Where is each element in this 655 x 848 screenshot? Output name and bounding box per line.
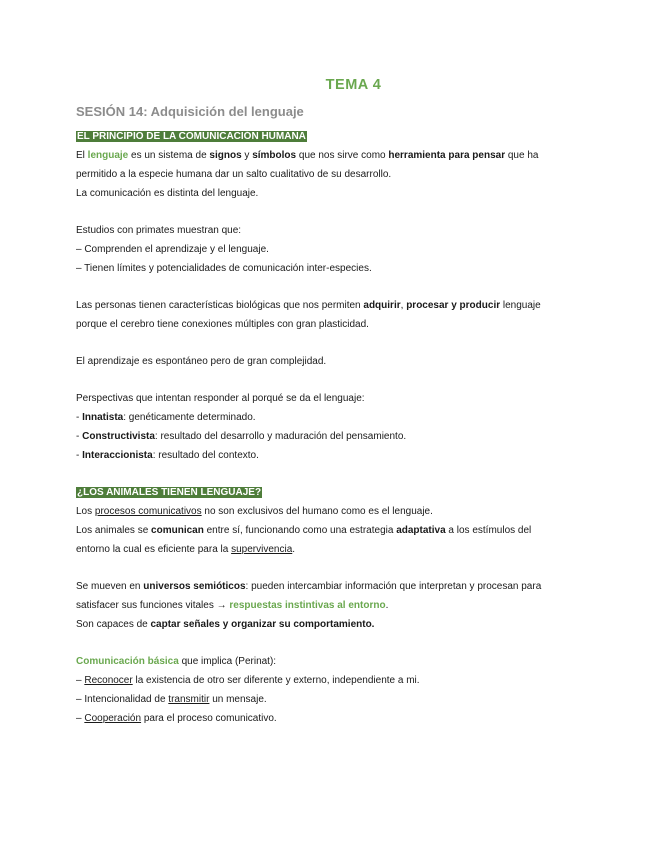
paragraph-line: El lenguaje es un sistema de signos y símbolos que nos sirve como herramienta para pensar que ha [76, 150, 539, 161]
paragraph-line: La comunicación es distinta del lenguaje. [76, 188, 259, 199]
list-item: - Interaccionista: resultado del contexto. [76, 450, 259, 461]
session-heading: SESIÓN 14: Adquisición del lenguaje [76, 104, 304, 119]
paragraph-line: entorno la cual es eficiente para la supervivencia. [76, 544, 296, 555]
list-item: – Cooperación para el proceso comunicativo. [76, 713, 277, 724]
paragraph-line: Las personas tienen características biológicas que nos permiten adquirir, procesar y producir lenguaje [76, 300, 541, 311]
list-item: - Innatista: genéticamente determinado. [76, 412, 256, 423]
list-item: – Tienen límites y potencialidades de comunicación inter-especies. [76, 263, 372, 274]
list-item: – Reconocer la existencia de otro ser diferente y externo, independiente a mi. [76, 675, 420, 686]
list-item: – Intencionalidad de transmitir un mensaje. [76, 694, 267, 705]
paragraph-line: Se mueven en universos semióticos: pueden intercambiar información que interpretan y procesan para [76, 581, 542, 592]
paragraph-line: satisfacer sus funciones vitales → respuestas instintivas al entorno. [76, 600, 389, 611]
page-title: TEMA 4 [325, 77, 382, 93]
list-item: - Constructivista: resultado del desarrollo y maduración del pensamiento. [76, 431, 407, 442]
paragraph-line: Los procesos comunicativos no son exclusivos del humano como es el lenguaje. [76, 506, 433, 517]
paragraph-line: Son capaces de captar señales y organizar su comportamiento. [76, 619, 375, 630]
paragraph-line: El aprendizaje es espontáneo pero de gran complejidad. [76, 356, 327, 367]
paragraph-line: Estudios con primates muestran que: [76, 225, 242, 236]
paragraph-line: permitido a la especie humana dar un salto cualitativo de su desarrollo. [76, 169, 392, 180]
paragraph-line: Comunicación básica que implica (Perinat): [76, 656, 277, 667]
paragraph-line: porque el cerebro tiene conexiones múltiples con gran plasticidad. [76, 319, 369, 330]
section-heading-animales: ¿LOS ANIMALES TIENEN LENGUAJE? [77, 487, 262, 498]
section-heading-principio: EL PRINCIPIO DE LA COMUNICACIÓN HUMANA [77, 131, 306, 142]
list-item: – Comprenden el aprendizaje y el lenguaje. [76, 244, 269, 255]
paragraph-line: Los animales se comunican entre sí, funcionando como una estrategia adaptativa a los estímulos del [76, 525, 532, 536]
paragraph-line: Perspectivas que intentan responder al porqué se da el lenguaje: [76, 393, 365, 404]
